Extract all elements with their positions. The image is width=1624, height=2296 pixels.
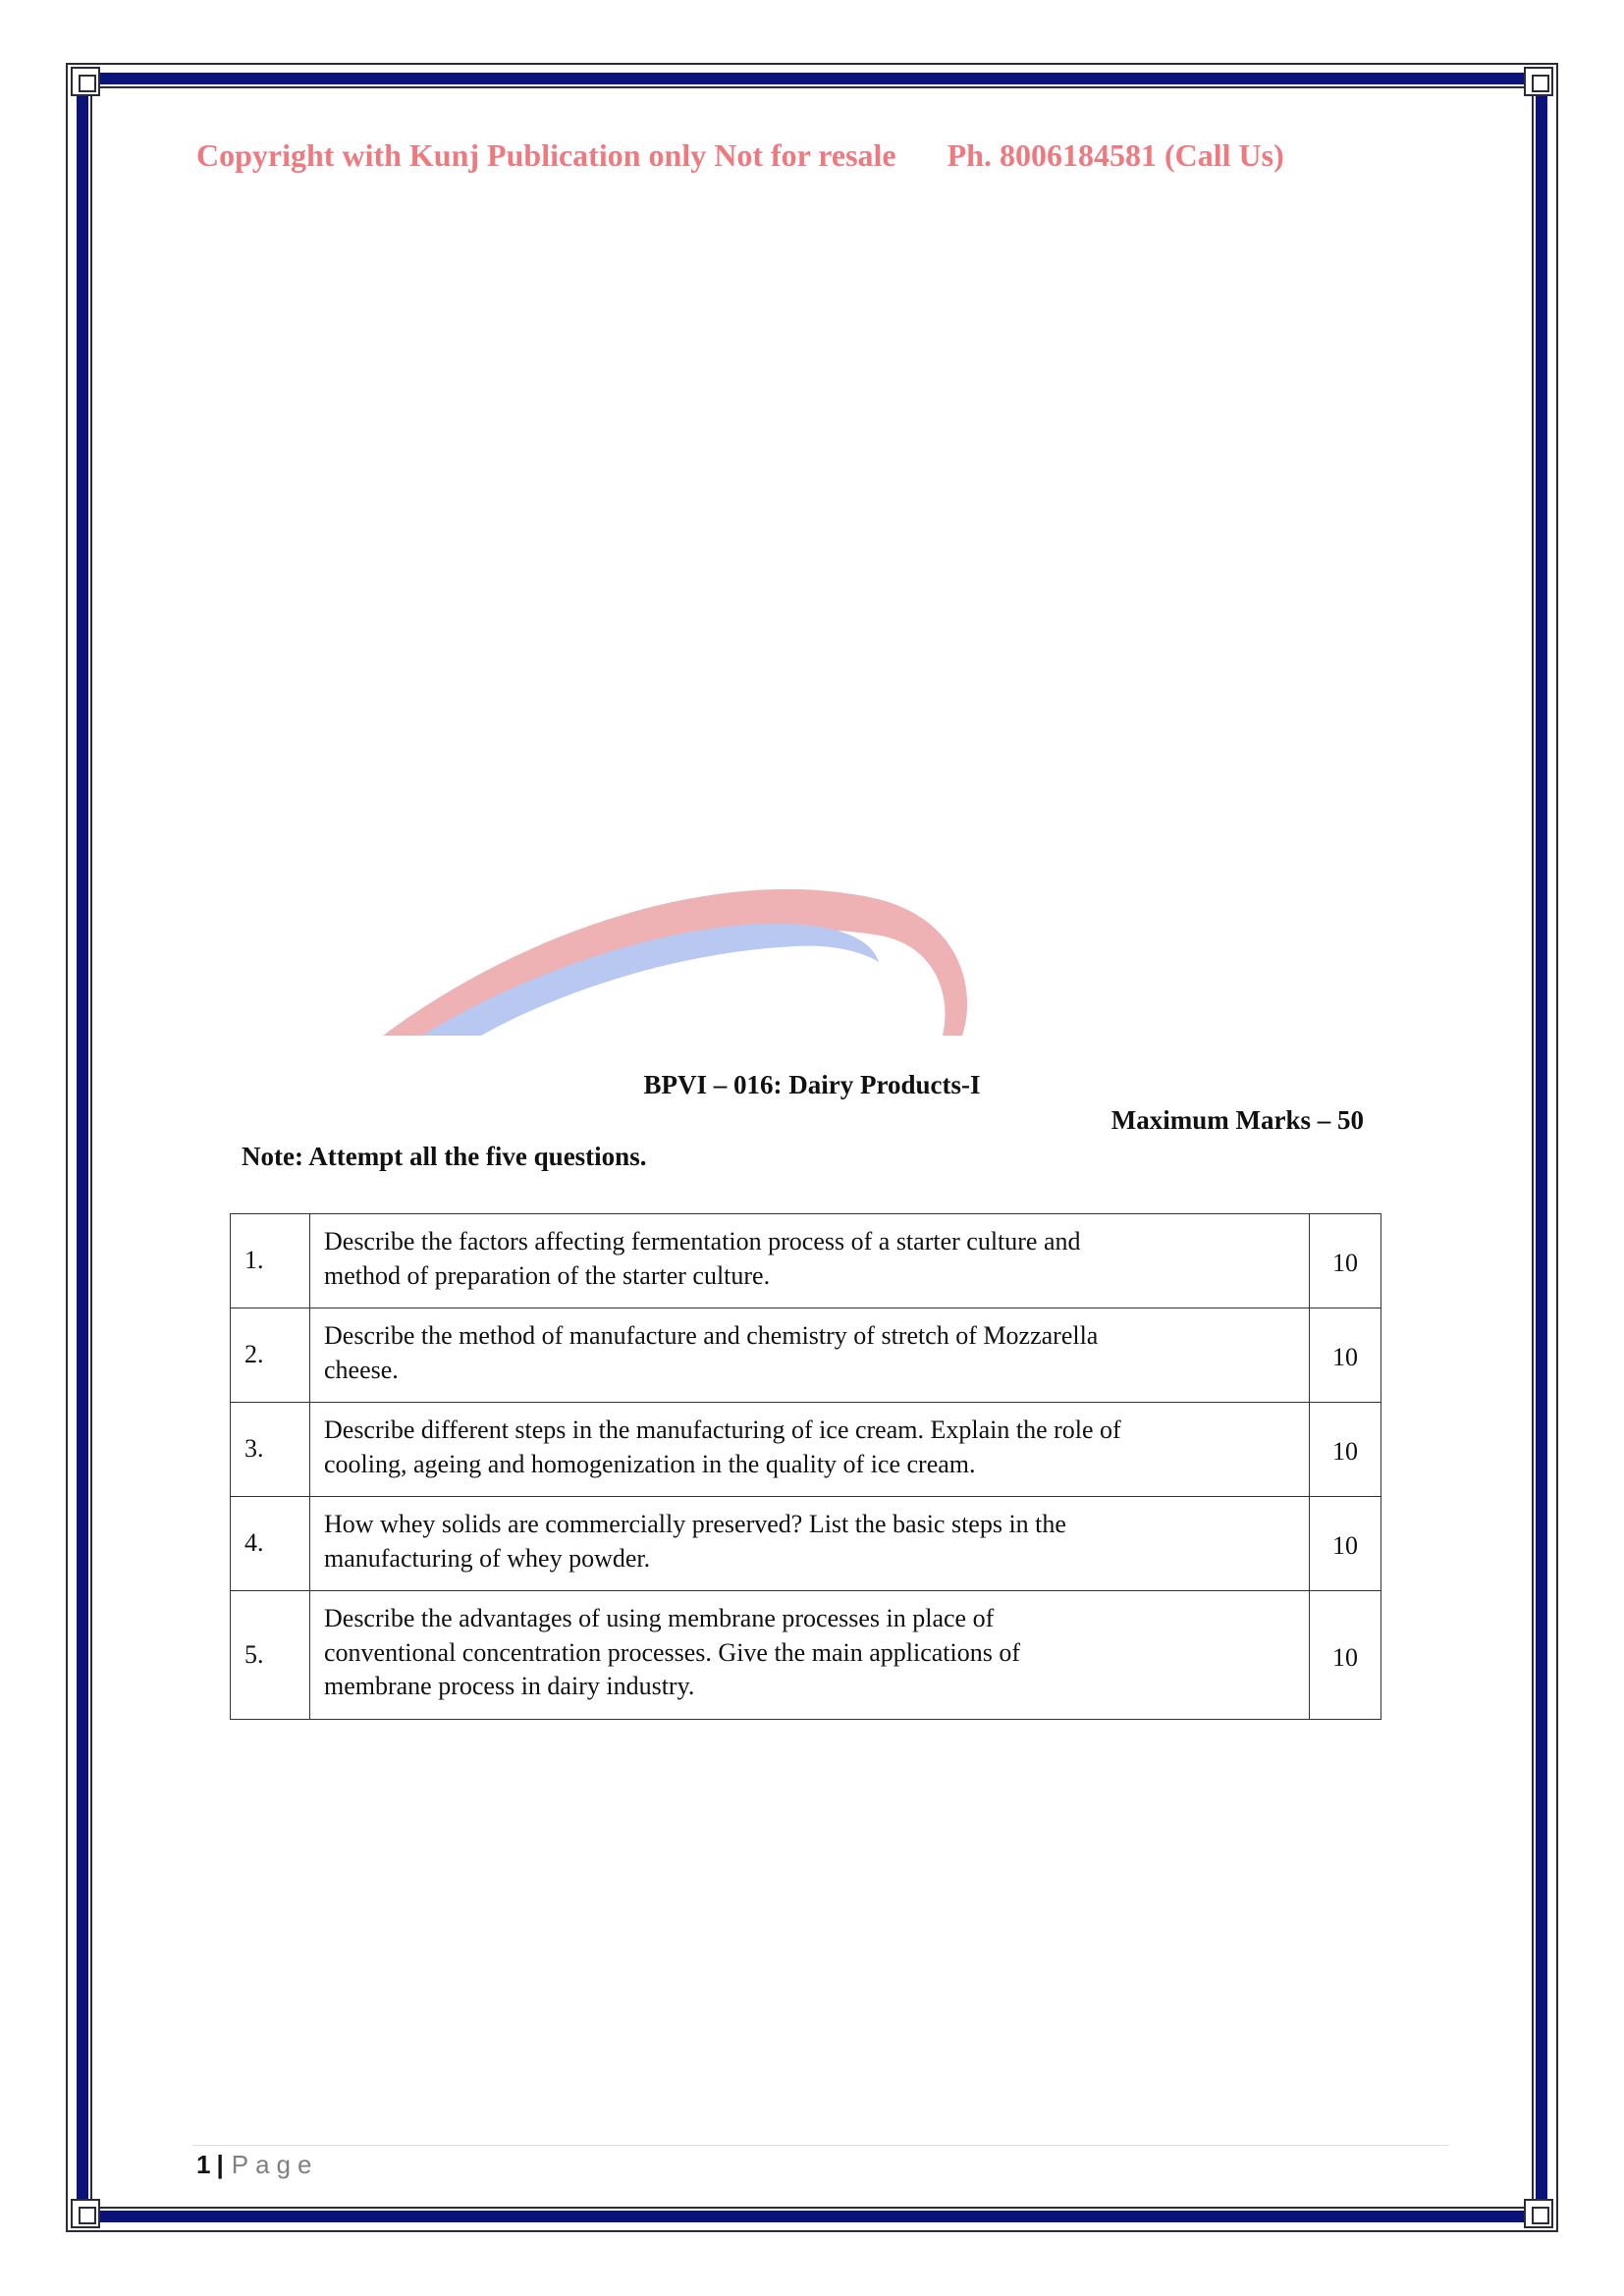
page-label: Page [231, 2150, 319, 2179]
question-marks: 10 [1310, 1403, 1381, 1497]
question-text [310, 1214, 1310, 1308]
contact-phone: Ph. 8006184581 (Call Us) [947, 137, 1284, 173]
question-text [310, 1591, 1310, 1720]
question-line: cheese. [324, 1355, 399, 1384]
question-marks: 10 [1310, 1497, 1381, 1591]
table-row [231, 1214, 1381, 1308]
border-corner-bottom-left [71, 2199, 100, 2228]
question-line: membrane process in dairy industry. [324, 1672, 695, 1701]
instruction-note: Note: Attempt all the five questions. [242, 1142, 647, 1171]
page-number: 1 [196, 2150, 211, 2179]
question-line: Describe the method of manufacture and chemistry of stretch of Mozzarella [324, 1320, 1099, 1350]
question-marks: 10 [1310, 1591, 1381, 1720]
question-line: cooling, ageing and homogenization in the quality of ice cream. [324, 1449, 976, 1478]
footer-divider [192, 2145, 1449, 2146]
border-corner-top-left [71, 67, 100, 96]
question-number: 4. [231, 1497, 310, 1591]
question-line: conventional concentration processes. Give the main applications of [324, 1637, 1020, 1667]
publisher-logo-watermark [363, 844, 992, 1041]
page-footer [196, 2150, 318, 2180]
course-title: BPVI – 016: Dairy Products-I [643, 1070, 981, 1099]
question-text [310, 1403, 1310, 1497]
question-line: manufacturing of whey powder. [324, 1543, 651, 1573]
question-number: 5. [231, 1591, 310, 1720]
question-number: 2. [231, 1308, 310, 1403]
question-text [310, 1497, 1310, 1591]
table-row [231, 1497, 1381, 1591]
maximum-marks: Maximum Marks – 50 [1110, 1105, 1364, 1135]
question-line: How whey solids are commercially preserved? List the basic steps in the [324, 1509, 1066, 1538]
page-separator: | [216, 2150, 224, 2179]
question-line: Describe different steps in the manufacturing of ice cream. Explain the role of [324, 1415, 1121, 1444]
question-line: Describe the factors affecting fermentation process of a starter culture and [324, 1226, 1081, 1255]
question-line: method of preparation of the starter culture. [324, 1260, 771, 1290]
table-row [231, 1308, 1381, 1403]
question-text [310, 1308, 1310, 1403]
table-row [231, 1591, 1381, 1720]
table-row [231, 1403, 1381, 1497]
question-marks: 10 [1310, 1308, 1381, 1403]
question-line: Describe the advantages of using membrane processes in place of [324, 1604, 995, 1633]
question-marks: 10 [1310, 1214, 1381, 1308]
question-number: 1. [231, 1214, 310, 1308]
question-number: 3. [231, 1403, 310, 1497]
border-corner-top-right [1524, 67, 1553, 96]
copyright-header [196, 137, 1463, 174]
questions-table [230, 1213, 1381, 1720]
copyright-notice: Copyright with Kunj Publication only Not for resale [196, 137, 896, 173]
border-corner-bottom-right [1524, 2199, 1553, 2228]
